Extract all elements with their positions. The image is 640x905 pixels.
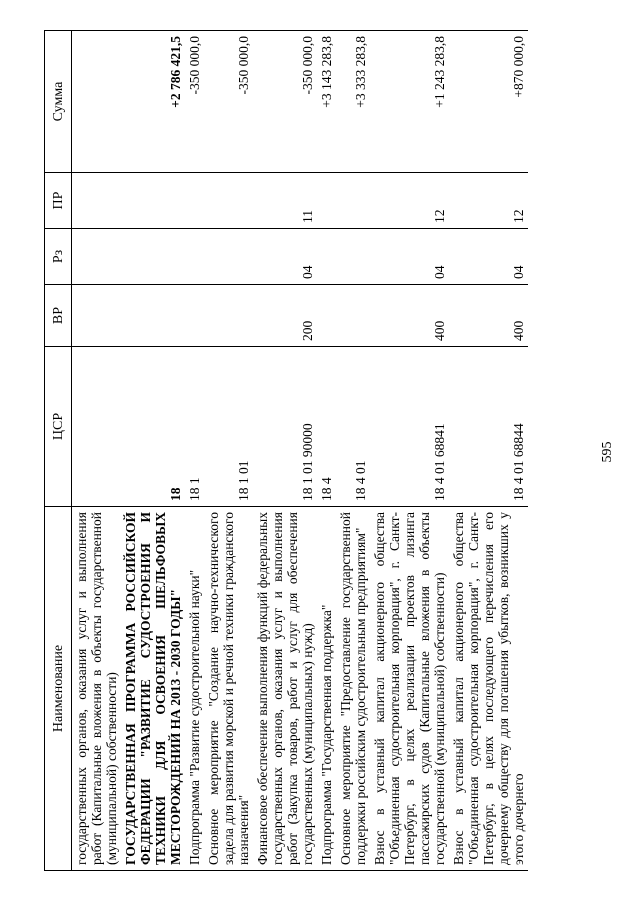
row-sum: +2 786 421,5 bbox=[121, 31, 185, 173]
row-pr bbox=[185, 173, 204, 229]
row-csr: 18 1 01 bbox=[204, 347, 253, 507]
row-name: Взнос в уставный капитал акционерного общества "Объединенная судостроительная корпорация", г. Санкт-Петербург, в целях последующего перечисления его дочернему обществу для погашения убытков, возникших у этого дочернего bbox=[449, 507, 528, 871]
row-vr: 200 bbox=[253, 285, 317, 347]
row-vr bbox=[204, 285, 253, 347]
row-csr: 18 4 bbox=[317, 347, 336, 507]
row-csr: 18 4 01 68844 bbox=[449, 347, 528, 507]
row-sum: +3 143 283,8 bbox=[317, 31, 336, 173]
row-pr bbox=[72, 173, 122, 229]
table-header-row bbox=[45, 31, 72, 871]
row-name: государственных органов, оказания услуг и выполнения работ (Капитальные вложения в объекты государственной (муниципальной) собственности) bbox=[72, 507, 122, 871]
row-pr bbox=[336, 173, 370, 229]
row-pr: 12 bbox=[370, 173, 449, 229]
table-row bbox=[121, 31, 185, 871]
table-row bbox=[204, 31, 253, 871]
row-csr: 18 4 01 bbox=[336, 347, 370, 507]
table-row bbox=[185, 31, 204, 871]
row-name: Подпрограмма "Развитие судостроительной науки" bbox=[185, 507, 204, 871]
row-pr: 11 bbox=[253, 173, 317, 229]
row-vr bbox=[336, 285, 370, 347]
row-vr bbox=[121, 285, 185, 347]
table-row bbox=[336, 31, 370, 871]
row-sum: -350 000,0 bbox=[253, 31, 317, 173]
row-csr bbox=[72, 347, 122, 507]
row-name: Основное мероприятие "Предоставление государственной поддержки российским судостроительным предприятиям" bbox=[336, 507, 370, 871]
page-number: 595 bbox=[600, 441, 615, 463]
row-name: Основное мероприятие "Создание научно-технического задела для развития морской и речной техники гражданского назначения" bbox=[204, 507, 253, 871]
row-rz bbox=[204, 229, 253, 285]
table-row bbox=[72, 31, 122, 871]
table-row bbox=[317, 31, 336, 871]
row-pr bbox=[317, 173, 336, 229]
header-sum: Сумма bbox=[45, 31, 72, 173]
row-csr: 18 4 01 68841 bbox=[370, 347, 449, 507]
row-name: ГОСУДАРСТВЕННАЯ ПРОГРАММА РОССИЙСКОЙ ФЕДЕРАЦИИ "РАЗВИТИЕ СУДОСТРОЕНИЯ И ТЕХНИКИ ДЛЯ ОСВОЕНИЯ ШЕЛЬФОВЫХ МЕСТОРОЖДЕНИЙ НА 2013 - 2030 ГОДЫ" bbox=[121, 507, 185, 871]
row-name: Финансовое обеспечение выполнения функций федеральных государственных органов, оказания услуг и выполнения работ (Закупка товаров, работ и услуг для обеспечения государственных (муниципальных) нужд) bbox=[253, 507, 317, 871]
row-csr: 18 bbox=[121, 347, 185, 507]
header-vr: ВР bbox=[45, 285, 72, 347]
row-vr: 400 bbox=[370, 285, 449, 347]
row-vr bbox=[317, 285, 336, 347]
row-csr: 18 1 01 90000 bbox=[253, 347, 317, 507]
row-name: Взнос в уставный капитал акционерного общества "Объединенная судостроительная корпорация", г. Санкт-Петербург, в целях реализации проектов лизинга пассажирских судов (Капитальные вложения в объекты государственной (муниципальной) собственности) bbox=[370, 507, 449, 871]
row-rz bbox=[317, 229, 336, 285]
row-sum: -350 000,0 bbox=[204, 31, 253, 173]
row-vr bbox=[72, 285, 122, 347]
row-rz bbox=[336, 229, 370, 285]
table-row bbox=[449, 31, 528, 871]
row-vr bbox=[185, 285, 204, 347]
table-row bbox=[253, 31, 317, 871]
row-rz: 04 bbox=[253, 229, 317, 285]
header-name: Наименование bbox=[45, 507, 72, 871]
row-sum: -350 000,0 bbox=[185, 31, 204, 173]
row-rz: 04 bbox=[370, 229, 449, 285]
row-sum: +1 243 283,8 bbox=[370, 31, 449, 173]
header-pr: ПР bbox=[45, 173, 72, 229]
row-sum bbox=[72, 31, 122, 173]
table-row bbox=[370, 31, 449, 871]
budget-table bbox=[44, 30, 528, 871]
header-csr: ЦСР bbox=[45, 347, 72, 507]
row-pr bbox=[121, 173, 185, 229]
document-table-container bbox=[44, 31, 596, 871]
row-sum: +3 333 283,8 bbox=[336, 31, 370, 173]
row-rz: 04 bbox=[449, 229, 528, 285]
row-pr bbox=[204, 173, 253, 229]
row-rz bbox=[72, 229, 122, 285]
row-name: Подпрограмма "Государственная поддержка" bbox=[317, 507, 336, 871]
row-vr: 400 bbox=[449, 285, 528, 347]
row-rz bbox=[121, 229, 185, 285]
row-sum: +870 000,0 bbox=[449, 31, 528, 173]
row-pr: 12 bbox=[449, 173, 528, 229]
header-rz: Рз bbox=[45, 229, 72, 285]
row-rz bbox=[185, 229, 204, 285]
row-csr: 18 1 bbox=[185, 347, 204, 507]
